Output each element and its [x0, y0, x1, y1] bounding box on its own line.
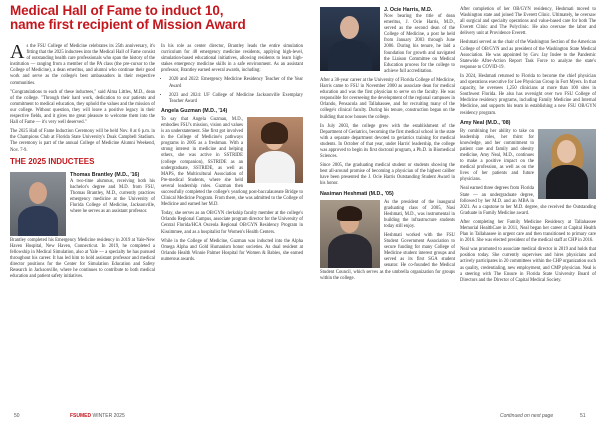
ceremony-paragraph: The 2025 Hall of Fame Induction Ceremony will be held Nov. 8 at 6 p.m. in the Champions Club at Florida State University's Doak Campbell Stadium. The ceremony is part of the annual College of Medicine Alumni Weekend, Nov. 7-9. — [10, 129, 155, 153]
inductee-name-harris: J. Ocie Harris, M.D. — [384, 7, 433, 13]
harris-bio-3: In July 2003, the college grew with the establishment of the Department of Geriatrics, becoming the first medical school in the state with a separate department devoted to geriatrics training for medical students. In October of that year, under Harris' leadership, the college was approved to begin its first doctoral program, a Ph.D. in Biomedical Sciences. — [320, 123, 455, 160]
harris-bio-2: After a 38-year career at the University of Florida College of Medicine, Harris came to FSU in November 2000 as associate dean for medical education and was the first physician to serve on the faculty. He was responsible for overseeing the development of the regional campuses in Orlando, Pensacola and Tallahassee, and for recruiting many of the college's clinical faculty. During his tenure, construction began on the building that now houses the college. — [320, 77, 455, 120]
photo-amy-neal — [538, 129, 596, 199]
photo-nasiman-heshmati — [320, 200, 380, 268]
photo-thomas-brantley — [10, 172, 66, 236]
guzman-bio-3: While in the College of Medicine, Guzman was inducted into the Alpha Omega Alpha and Gold Humanism honor societies. As dual resident at Orlando Health Winnie Palmer Hospital for Women & Babies, she earned numerous awards. — [161, 238, 303, 262]
guzman-bio-1: To say that Angela Guzman, M.D., embodies FSU's mission, vision and values is an understatement. She first got involved in the College of Medicine's pathways programs in 2005 as a freshman. With a strong interest in medicine and helping others, she was active in SSTRIDE (college companion), SSTRIDE as an undergraduate, SSTRIDE, as well as MAPS, the Multicultural Association of Pre-medical Students, where she held several leadership roles. Guzman then successfully completed the college's yearlong post-baccalaureate Bridge to Clinical Medicine Program. From there, she was admitted to the College of Medicine and earned her M.D. — [161, 116, 303, 208]
heshmati-bio-4: Heshmati served as the chair of the Washington Section of the American College of OB/GYN and as president of the Washington State Medical Association. He was appointed by Gov. Jay Inslee to the Pandemic Statewide After-Action Report Task Force to analyze the state's response to COVID-19. — [460, 40, 596, 70]
column-3 — [320, 7, 455, 285]
harris-bio-4: Since 2005, the graduating medical student or students showing the best all-around promise of becoming a physician of the highest caliber have been presented the J. Ocie Harris Outstanding Student Award in his honor. — [320, 163, 455, 187]
awards-list — [169, 77, 303, 104]
neal-bio-1: By combining her ability to take on leadership roles, her thirst for knowledge, and her commitment to patient care and family and obesity medicine, Amy Neal, M.D., continues to make a positive impact on the medical profession, as well as on the lives of her patients and future physicians. — [460, 128, 534, 183]
headline-line-2: name first recipient of Mission Award — [10, 17, 246, 32]
brantley-bio-2: Brantley completed his Emergency Medicine residency in 2019 at Yale-New Haven Hospital, New Haven, Connecticut. In 2019, he completed a fellowship in Medical Simulation, also at Yale — a specialty he has pursued throughout his career. It has led him to hold assistant professor and medical director positions for the Center for Simulation Education and Safety Research in Jacksonville, where he continues to contribute to both medical education and patient safety initiatives. — [10, 237, 155, 280]
column-1 — [10, 41, 155, 283]
dean-quote-paragraph: "Congratulations to each of these inductees," said Alma Littles, M.D., dean of the college. "Through their hard work, dedication to our patients and commitment to medical education, they uphold the values and the mission of our college. Without question, they will leave a positive legacy in their respective fields, and it gives me great pleasure to welcome them into the Hall of Fame — it's very well deserved." — [10, 89, 155, 126]
brand-name: FSUMED — [70, 413, 92, 419]
page-number-left: 50 — [14, 413, 20, 419]
headline-line-1: Medical Hall of Fame to induct 10, — [10, 3, 224, 18]
continued-label: Continued on next page — [500, 413, 554, 419]
heshmati-bio-5: In 2024, Heshmati returned to Florida to become the chief physician and operations executive for Lee Physician Group in Fort Myers. In that capacity, he oversees 1,250 clinicians at more than 100 sites in Southwest Florida. He also has oversight over two FSU College of Medicine residency programs, including Family Medicine and Internal Medicine, and supports his team in establishing a new FSU OB/GYN residency program. — [460, 73, 596, 116]
guzman-bio-2: Today, she serves as an OB/GYN clerkship faculty member at the college's Orlando Regional Campus, associate program director for the University of Central Florida/HCA Osceola Regional OB/GYN Residency Program in Kissimmee, and as a hospitalist for Women's Health Centers. — [161, 211, 303, 235]
article-headline — [10, 4, 310, 32]
column-4 — [460, 7, 596, 287]
footer — [0, 412, 600, 424]
award-item: • 2020 and 2022: Emergency Medicine Residency Teacher of the Year Award — [169, 77, 303, 89]
brantley-bio-1: A two-time alumnus, receiving both his bachelor's degree and M.D. from FSU, Thomas Brantley, M.D., currently practices emergency medicine at the University of Florida College of Medicine, Jacksonville, where he serves as an assistant professor. — [70, 178, 155, 215]
page-number-right: 51 — [580, 413, 586, 419]
photo-angela-guzman — [247, 117, 303, 183]
intro-paragraph: s the FSU College of Medicine celebrates its 25th anniversary, it's fitting that the 2025 inductees into the Medical Hall of Fame consist of outstanding health care professionals who span the history of the institution — ranging from a member of the PA class (the pre-cursor to the College of Medicine), a dean emeritus, and alumni who continue their good work and serve as the college's best ambassadors in their respective communities. — [10, 44, 155, 86]
section-heading-inductees: THE 2025 INDUCTEES — [10, 156, 95, 166]
heshmati-bio-1: As the president of the inaugural graduating class of 2005, Nasi Heshmati, M.D., was instrumental in building the infrastructure students today still enjoy. — [384, 199, 455, 229]
column-2 — [161, 44, 303, 266]
award-item: • 2023 and 2024: UF College of Medicine Jacksonville Exemplary Teacher Award — [169, 93, 303, 105]
inductee-name-guzman: Angela Guzman (M.D., '14) — [161, 107, 228, 114]
issue-label: WINTER 2025 — [92, 413, 125, 419]
harris-bio-1: Now bearing the title of dean emeritus, J. Ocie Harris, M.D., served as the second dean of the College of Medicine, a post he held from January 2003 through June 2006. During his tenure, he laid a foundation for growth and navigated the Liaison Committee on Medical Education process for the college to achieve full accreditation. — [384, 14, 455, 74]
heshmati-bio-2: Heshmati worked with the FSU Student Government Association to secure funding for many College of Medicine student interest groups and served as its first SGA student senator. He co-founded the Medical Student Council, which serves as the umbrella organization for groups within the college. — [320, 233, 455, 281]
photo-ocie-harris — [320, 7, 380, 71]
inductee-name-neal: Amy Neal (M.D., '08) — [460, 119, 511, 126]
inductee-name-brantley: Thomas Brantley (M.D., '16) — [70, 171, 140, 178]
inductee-name-heshmati: Nasiman Heshmati (M.D., '05) — [320, 190, 394, 197]
heshmati-bio-3: After completion of her OB/GYN residency, Heshmati moved to Washington state and joined The Everett Clinic. Ultimately, he oversaw all surgical and specialty operations and value-based care for both The Everett Clinic and The Polyclinic. He also oversaw the labor and delivery unit at Providence Everett. — [460, 7, 596, 37]
magazine-brand — [70, 413, 125, 419]
neal-bio-4: Neal was promoted to associate medical director in 2019 and holds that position today. She currently supervises and hires physicians and actively participates in 20 committees within the CHP organization such as quality, credentialing, new employment, and CMP physician. Neal is a steering with The Ensure in Florida State University Board of Directors and the Director of Capital Medical Society. — [460, 247, 596, 283]
brantley-bio-3: In his role as center director, Brantley leads the entire simulation curriculum for 48 emergency medicine residents, applying high-level, simulation-based educational initiatives, allowing residents to learn high-stakes emergency medicine skills in a safe environment. As an assistant professor, Brantley earned several awards, including: — [161, 44, 303, 74]
neal-bio-2: Neal earned three degrees from Florida State — an undergraduate degree, followed by her M.D. and an MBA in 2021. As a capstone to her M.D. degree, she received the Outstanding Graduate in Family Medicine award. — [460, 186, 596, 216]
drop-cap: A — [10, 41, 25, 63]
neal-bio-3: After completing her Family Medicine Residency at Tallahassee Memorial HealthCare in 2011, Neal began her career at Capital Health Plan in Tallahassee in urgent care and then transitioned to primary care in 2016. She was elected president of the medical staff at CHP in 2016. — [460, 219, 596, 244]
